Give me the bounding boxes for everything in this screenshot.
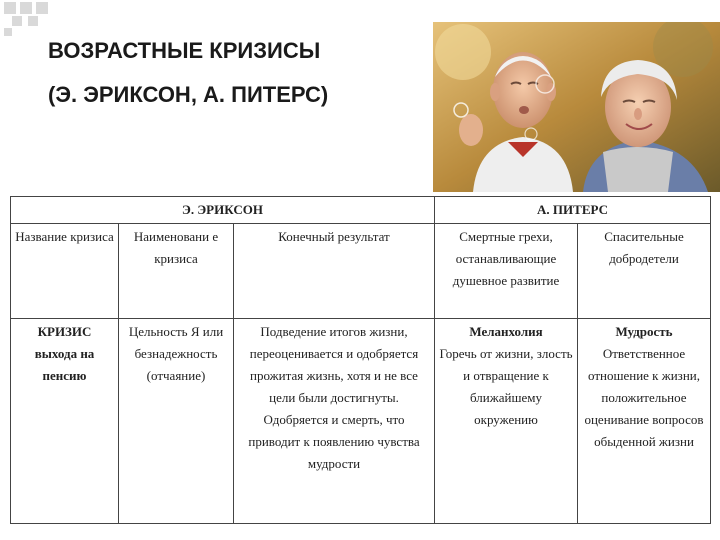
- col-header-crisis-name: Название кризиса: [11, 224, 119, 319]
- crisis-table: [10, 196, 711, 524]
- elderly-couple-photo: [433, 22, 720, 192]
- cell-crisis-naming: Цельность Я или безнадежность (отчаяние): [119, 319, 234, 524]
- sin-title: Меланхолия: [469, 324, 543, 339]
- col-header-virtues: Спасительные добродетели: [578, 224, 711, 319]
- virtue-text: Ответственное отношение к жизни, положительное оценивание вопросов обыденной жизни: [584, 346, 704, 449]
- virtue-title: Мудрость: [615, 324, 673, 339]
- cell-result: Подведение итогов жизни, переоценивается и одобряется прожитая жизнь, хотя и не все цели были достигнуты. Одобряется и смерть, что приводит к появлению чувства мудрости: [234, 319, 435, 524]
- group-header-piters: А. ПИТЕРС: [435, 197, 711, 224]
- cell-sin: [435, 319, 578, 524]
- slide-title-line2: (Э. ЭРИКСОН, А. ПИТЕРС): [48, 82, 329, 107]
- cell-crisis-name: КРИЗИС выхода на пенсию: [11, 319, 119, 524]
- cell-virtue: [578, 319, 711, 524]
- col-header-crisis-naming: Наименовани е кризиса: [119, 224, 234, 319]
- slide-title-line1: ВОЗРАСТНЫЕ КРИЗИСЫ: [48, 38, 321, 63]
- col-header-sins: Смертные грехи, останавливающие душевное развитие: [435, 224, 578, 319]
- table-row: [11, 319, 711, 524]
- group-header-erikson: Э. ЭРИКСОН: [11, 197, 435, 224]
- col-header-result: Конечный результат: [234, 224, 435, 319]
- sin-text: Горечь от жизни, злость и отвращение к ближайшему окружению: [439, 346, 573, 427]
